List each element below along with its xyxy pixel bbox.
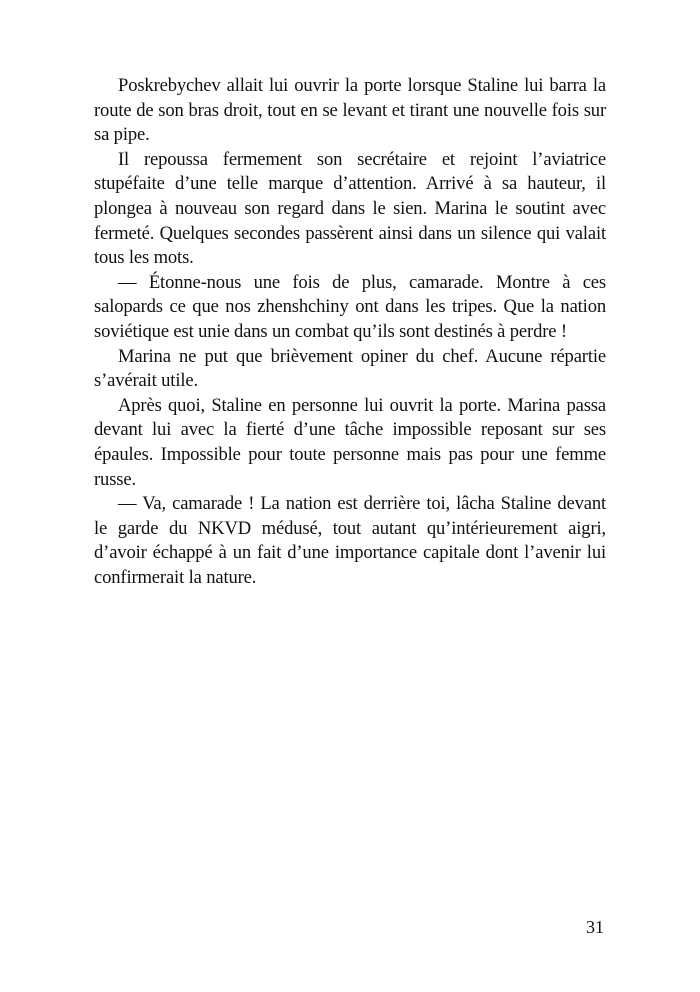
paragraph: Après quoi, Staline en personne lui ouvrit la porte. Marina passa devant lui avec la fierté d’une tâche impossible reposant sur ses épaules. Impossible pour toute personne mais pas pour une femme russe. <box>94 394 606 490</box>
paragraph: — Va, camarade ! La nation est derrière toi, lâcha Staline devant le garde du NKVD médusé, tout autant qu’intérieurement aigri, d’avoir échappé à un fait d’une importance capitale dont l’avenir lui confirmerait la nature. <box>94 493 606 588</box>
paragraph: Marina ne put que brièvement opiner du chef. Aucune répartie s’avérait utile. <box>94 345 606 392</box>
page-number: 31 <box>586 917 604 937</box>
paragraph: Il repoussa fermement son secrétaire et rejoint l’aviatrice stupéfaite d’une telle marque d’attention. Arrivé à sa hauteur, il plongea à nouveau son regard dans le sien. Marina le soutint avec fermeté. Quelques secondes passèrent ainsi dans un silence qui valait tous les mots. <box>94 148 606 269</box>
paragraph: — Étonne-nous une fois de plus, camarade. Montre à ces salopards ce que nos zhenshchiny ont dans les tripes. Que la nation soviétique est unie dans un combat qu’ils sont destinés à perdre ! <box>94 271 606 342</box>
body-text <box>94 74 606 590</box>
paragraph: Poskrebychev allait lui ouvrir la porte lorsque Staline lui barra la route de son bras droit, tout en se levant et tirant une nouvelle fois sur sa pipe. <box>94 75 606 146</box>
